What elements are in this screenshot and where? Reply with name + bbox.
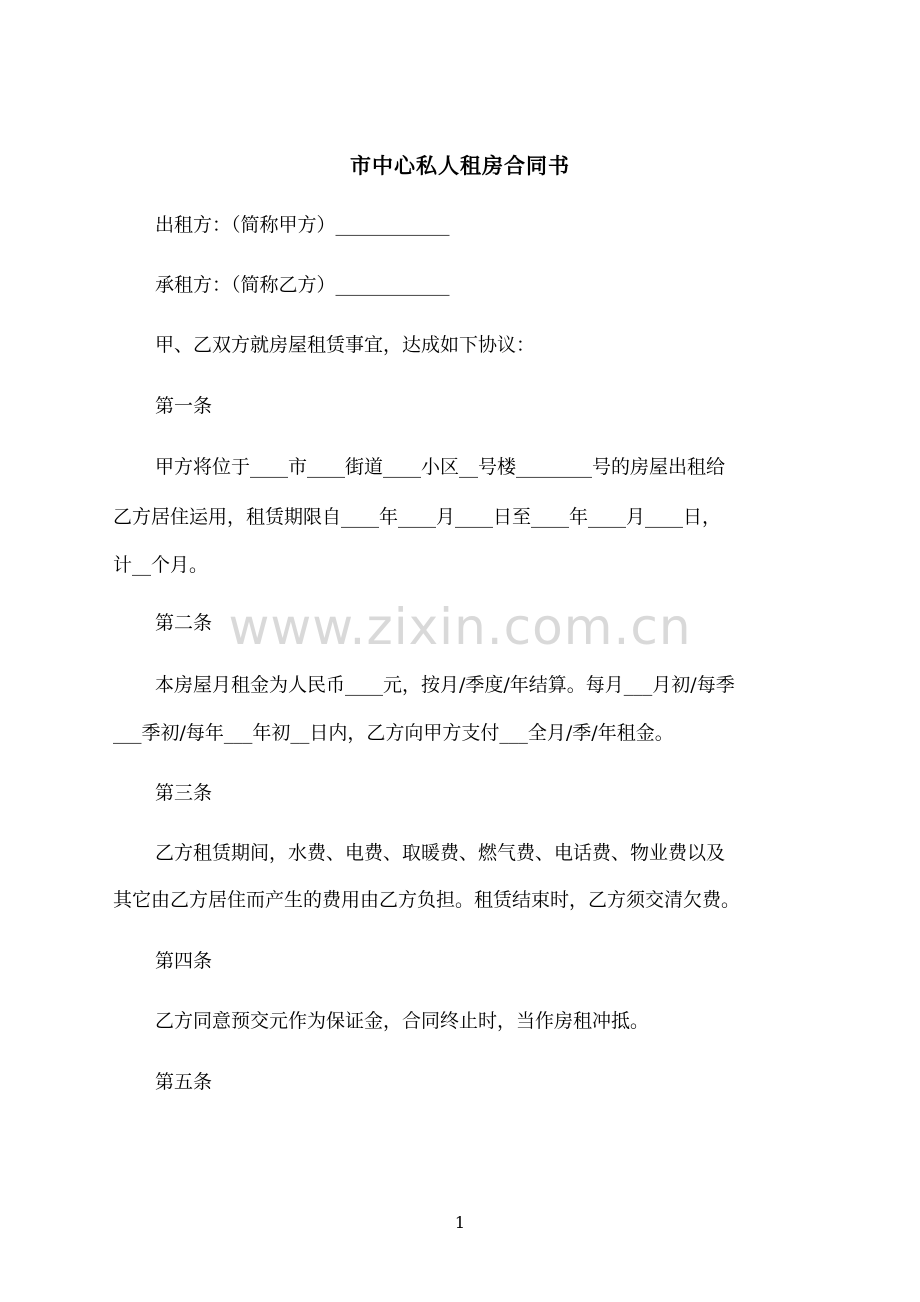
article-4-heading: 第四条 [155, 950, 213, 972]
article-2-heading: 第二条 [155, 612, 213, 634]
article-5-heading: 第五条 [155, 1071, 213, 1093]
document-title: 市中心私人租房合同书 [350, 154, 570, 178]
article-2-text-line: 本房屋月租金为人民币____元，按月/季度/年结算。每月___月初/每季 [155, 674, 735, 696]
watermark: www.zixin.com.cn [228, 598, 692, 656]
article-3-heading: 第三条 [155, 782, 213, 804]
article-4-text-line: 乙方同意预交元作为保证金，合同终止时，当作房租冲抵。 [155, 1010, 650, 1032]
article-1-text-line: 乙方居住运用，租赁期限自____年____月____日至____年____月____日， [113, 506, 722, 528]
lessor-line: 出租方：（简称甲方）____________ [155, 214, 450, 236]
lessee-line: 承租方：（简称乙方）____________ [155, 274, 450, 296]
article-1-text-line: 计__个月。 [113, 554, 209, 576]
article-1-text-line: 甲方将位于____市____街道____小区__号楼________号的房屋出租给 [155, 456, 726, 478]
article-3-text-line: 乙方租赁期间，水费、电费、取暖费、燃气费、电话费、物业费以及 [155, 842, 726, 864]
article-1-heading: 第一条 [155, 395, 213, 417]
article-2-text-line: ___季初/每年___年初__日内，乙方向甲方支付___全月/季/年租金。 [113, 722, 674, 744]
article-3-text-line: 其它由乙方居住而产生的费用由乙方负担。租赁结束时，乙方须交清欠费。 [113, 889, 741, 911]
agreement-intro: 甲、乙双方就房屋租赁事宜，达成如下协议： [155, 334, 536, 356]
page-number: 1 [454, 1213, 466, 1232]
